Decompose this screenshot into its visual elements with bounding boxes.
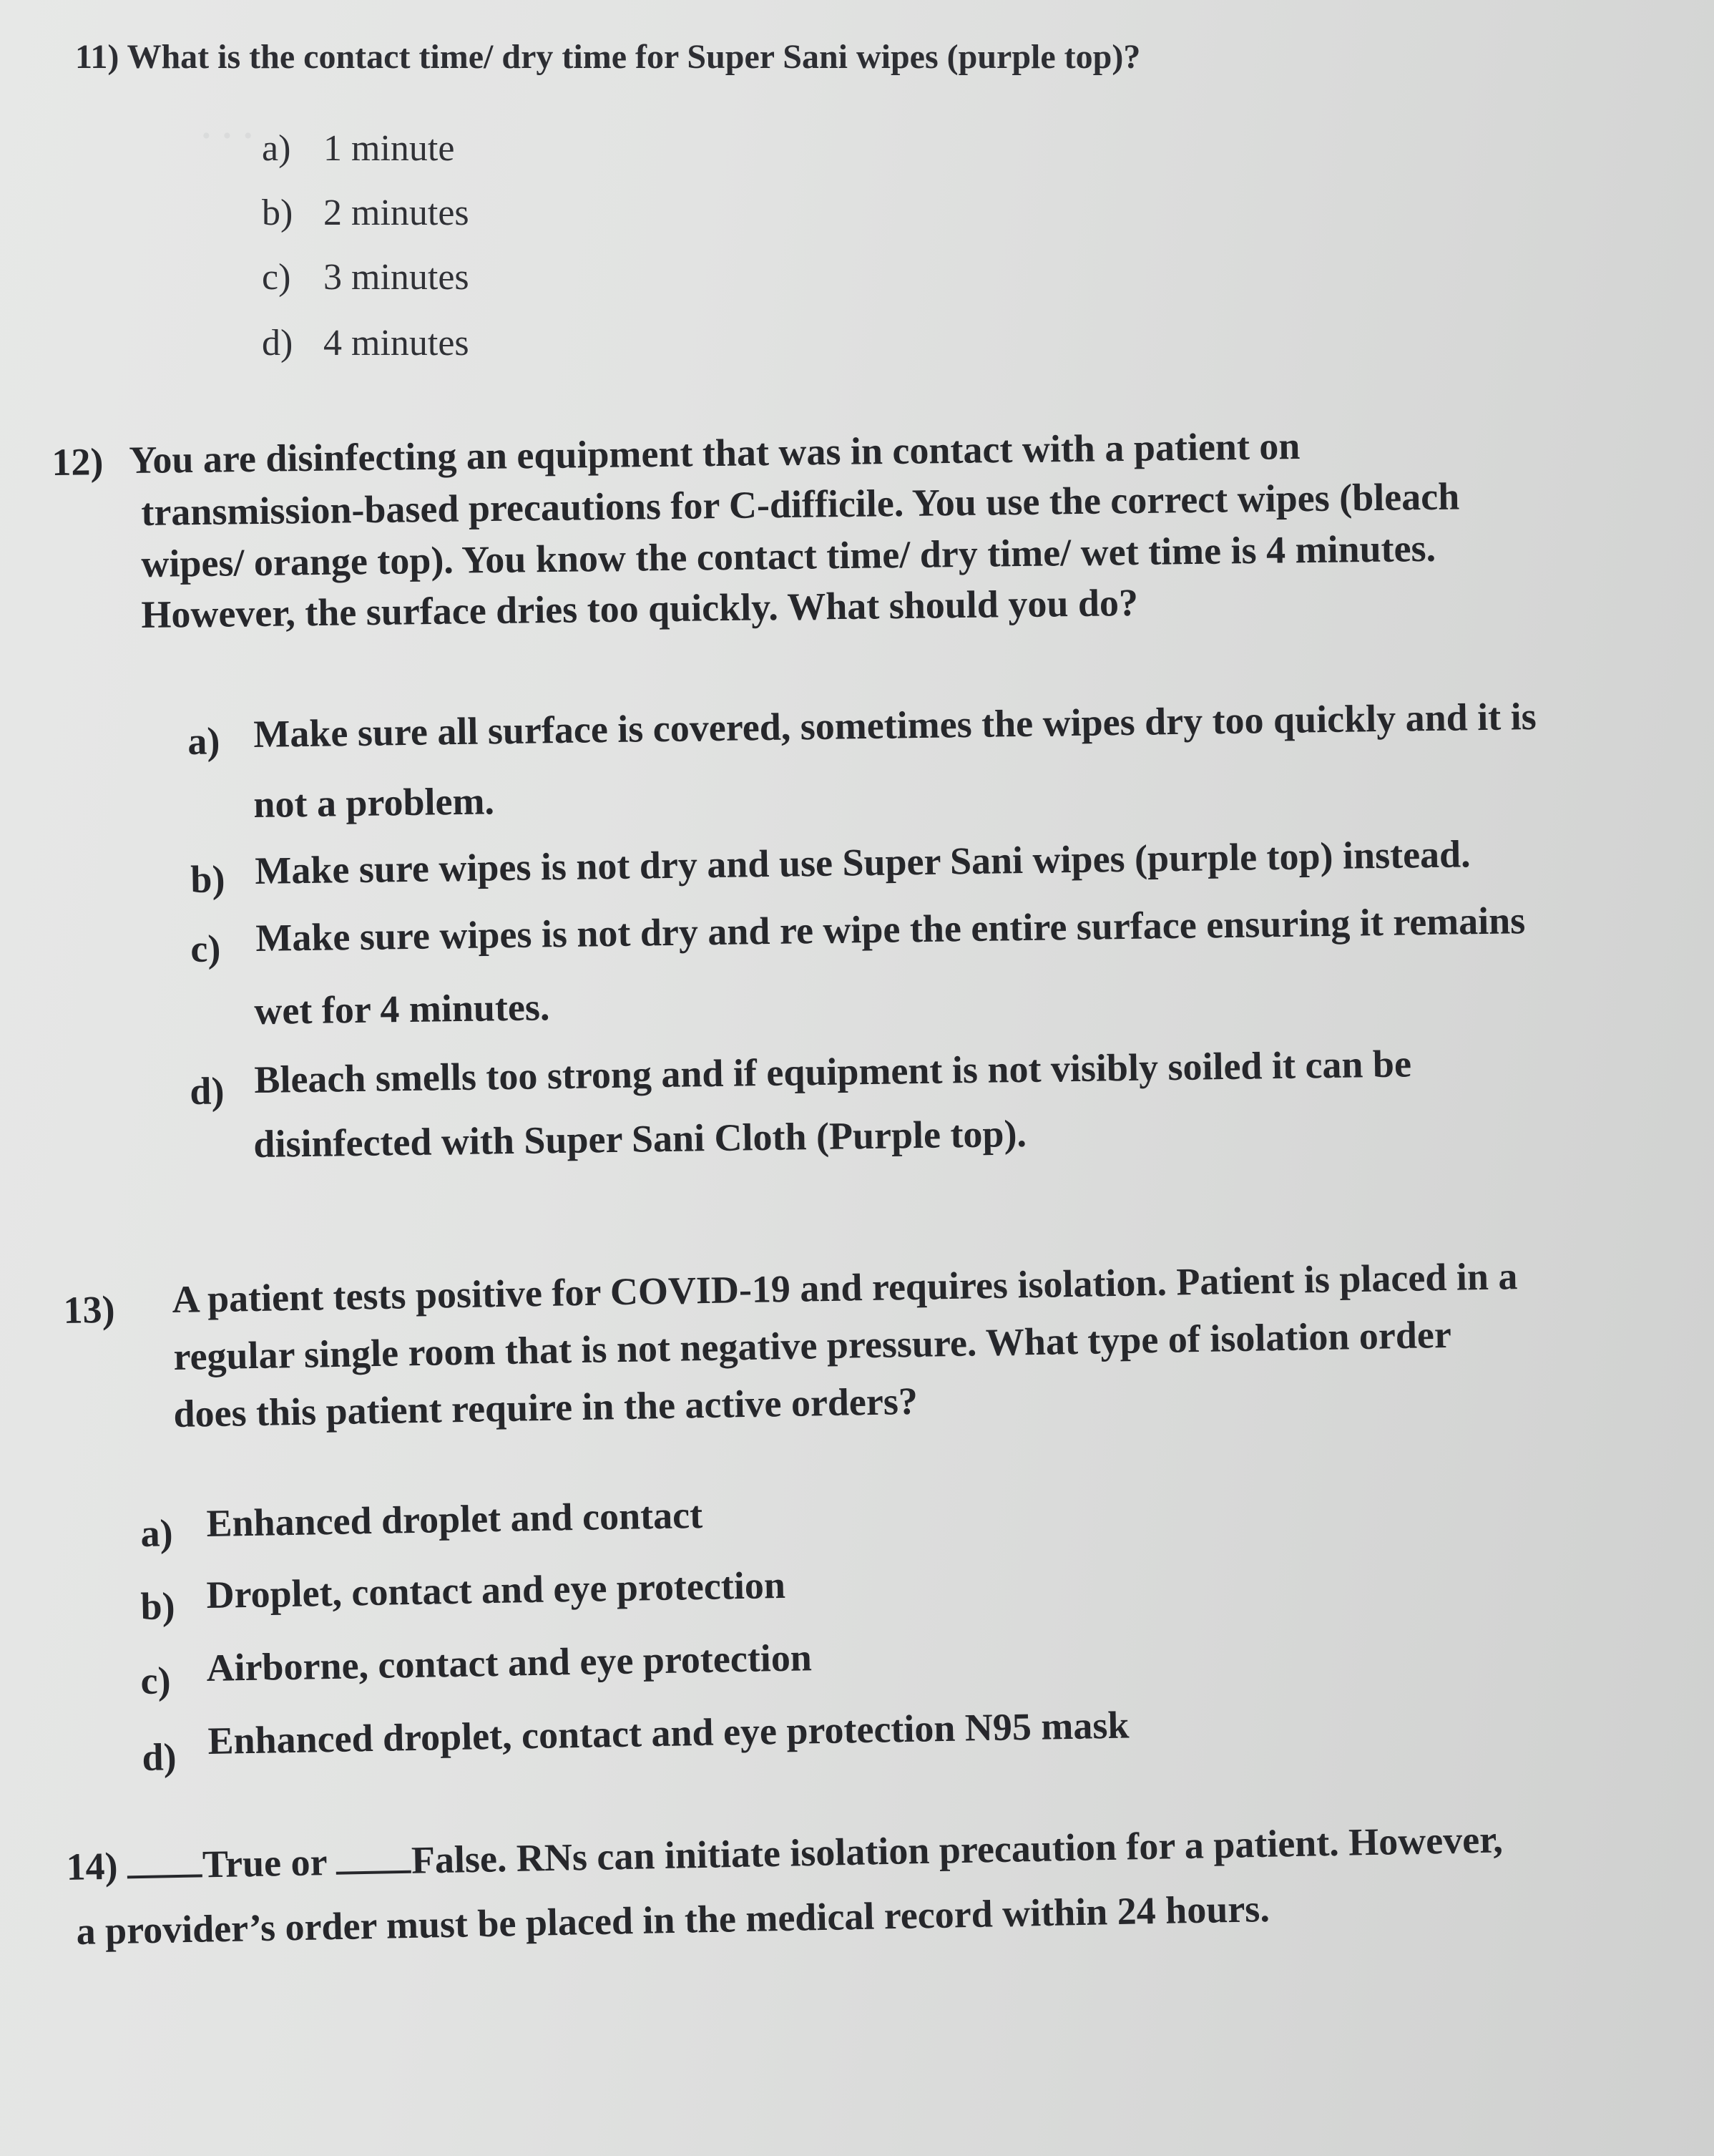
- question-14: [66, 1817, 1503, 1889]
- option-text-line-1: Make sure wipes is not dry and use Super Sani wipes (purple top) instead.: [255, 832, 1471, 892]
- q11-option-a[interactable]: [262, 127, 454, 170]
- option-text: Droplet, contact and eye protection: [206, 1563, 786, 1616]
- option-text: 2 minutes: [323, 192, 469, 233]
- true-label: True or: [202, 1840, 328, 1886]
- option-letter: c): [190, 927, 221, 970]
- question-13-number: 13): [63, 1287, 116, 1332]
- option-text-line-2: not a problem.: [253, 779, 495, 826]
- option-letter: d): [190, 1069, 225, 1113]
- question-12-line-1: You are disinfecting an equipment that was in contact with a patient on: [129, 424, 1301, 482]
- question-12-number: 12): [52, 440, 104, 484]
- question-12-line-3: wipes/ orange top). You know the contact time/ dry time/ wet time is 4 minutes.: [141, 526, 1436, 585]
- option-text-line-1: Bleach smells too strong and if equipment is not visibly soiled it can be: [254, 1042, 1412, 1101]
- question-12-line-4: However, the surface dries too quickly. What should you do?: [141, 580, 1139, 636]
- option-text-line-1: Make sure wipes is not dry and re wipe the entire surface ensuring it remains: [255, 899, 1526, 960]
- false-answer-blank[interactable]: [336, 1842, 411, 1875]
- option-text-line-2: disinfected with Super Sani Cloth (Purple top).: [253, 1111, 1027, 1166]
- option-text: Enhanced droplet, contact and eye protection N95 mask: [207, 1703, 1130, 1762]
- bleed-through-mark: · · ·: [200, 115, 255, 155]
- option-letter: b): [190, 857, 225, 901]
- question-13-line-3: does this patient require in the active orders?: [173, 1379, 919, 1435]
- option-text: 1 minute: [323, 128, 455, 169]
- question-11: [75, 37, 1140, 77]
- option-letter: b): [140, 1584, 176, 1628]
- option-text: Enhanced droplet and contact: [206, 1493, 703, 1545]
- option-text: Airborne, contact and eye protection: [206, 1636, 813, 1689]
- option-letter: d): [142, 1735, 177, 1779]
- option-letter: a): [262, 128, 291, 169]
- question-11-text: What is the contact time/ dry time for Super Sani wipes (purple top)?: [127, 38, 1141, 76]
- question-13-line-1: A patient tests positive for COVID-19 and requires isolation. Patient is placed in a: [172, 1254, 1518, 1321]
- option-letter: a): [140, 1511, 174, 1555]
- false-statement: False. RNs can initiate isolation precaution for a patient. However,: [411, 1818, 1504, 1882]
- option-text-line-2: wet for 4 minutes.: [254, 985, 550, 1033]
- option-letter: c): [140, 1659, 172, 1702]
- q11-option-c[interactable]: [262, 256, 469, 298]
- question-12-line-2: transmission-based precautions for C-difficile. You use the correct wipes (bleach: [141, 474, 1460, 534]
- true-answer-blank[interactable]: [127, 1845, 203, 1878]
- question-11-number: 11): [75, 38, 119, 76]
- question-13-line-2: regular single room that is not negative pressure. What type of isolation order: [173, 1312, 1452, 1378]
- option-letter: d): [262, 323, 293, 364]
- question-14-line-2: a provider’s order must be placed in the medical record within 24 hours.: [76, 1886, 1270, 1953]
- q11-option-b[interactable]: [262, 192, 469, 234]
- option-text-line-1: Make sure all surface is covered, sometimes the wipes dry too quickly and it is: [253, 694, 1537, 756]
- option-letter: c): [262, 257, 291, 298]
- q11-option-d[interactable]: [262, 322, 469, 364]
- question-14-number: 14): [66, 1844, 119, 1888]
- option-text: 4 minutes: [323, 323, 469, 364]
- option-letter: a): [187, 719, 220, 763]
- option-letter: b): [262, 192, 293, 233]
- option-text: 3 minutes: [323, 257, 469, 298]
